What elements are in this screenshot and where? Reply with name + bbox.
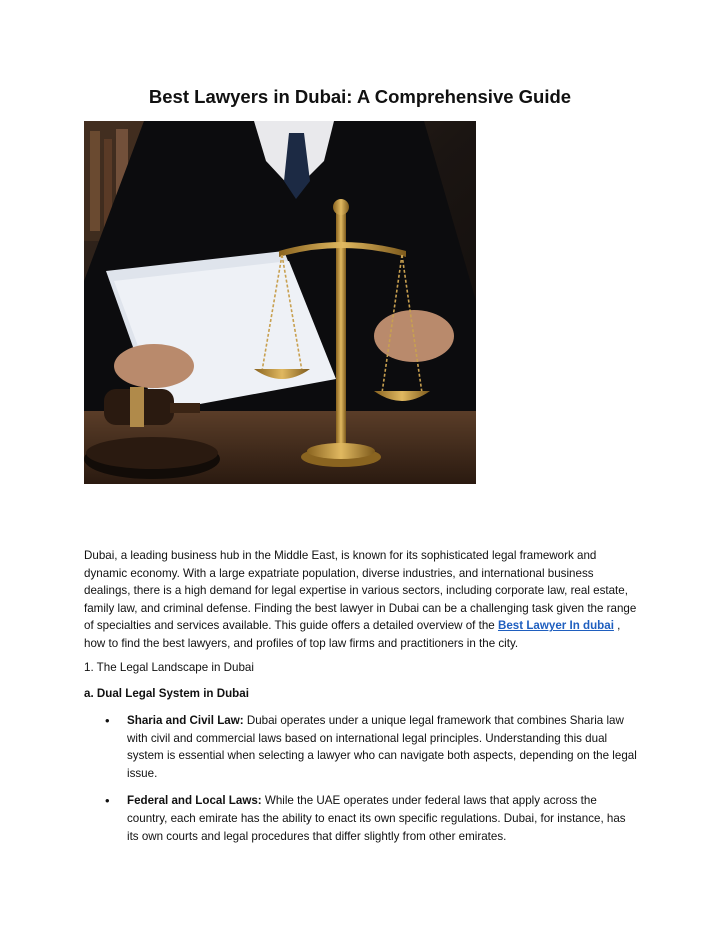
bullet-label: Federal and Local Laws: <box>127 794 262 808</box>
hero-illustration <box>84 121 476 484</box>
page-title: Best Lawyers in Dubai: A Comprehensive Guide <box>148 86 572 107</box>
bullet-icon: • <box>105 793 110 809</box>
section-heading-1: 1. The Legal Landscape in Dubai <box>84 661 254 674</box>
intro-text-before: Dubai, a leading business hub in the Middle East, is known for its sophisticated legal framework and dynamic economy. With a large expatriate population, diverse industries, and international business dealings, there is a high demand for legal expertise in various sectors, including corporate law, real estate, family law, and criminal defense. Finding the best lawyer in Dubai can be a challenging task given the range of specialties and services available. This guide offers a detailed overview of the <box>84 549 637 633</box>
bullet-list <box>84 712 640 855</box>
hero-image-lawyer-scales-gavel <box>84 121 476 484</box>
intro-paragraph <box>84 547 640 653</box>
best-lawyer-link[interactable]: Best Lawyer In dubai <box>497 619 614 633</box>
bullet-text: Dubai operates under a unique legal framework that combines Sharia law with civil and commercial laws based on international legal principles. Understanding this dual system is essential when selecting a lawyer who can navigate both aspects, depending on the legal issue. <box>127 714 637 780</box>
bullet-text: While the UAE operates under federal laws that apply across the country, each emirate has the ability to enact its own specific regulations. Dubai, for instance, has its own courts and legal procedures that differ slightly from other emirates. <box>127 794 626 843</box>
intro-text-after: , how to find the best lawyers, and profiles of top law firms and practitioners in the city. <box>84 619 621 650</box>
bullet-label: Sharia and Civil Law: <box>127 714 244 727</box>
subsection-heading-1a: a. Dual Legal System in Dubai <box>84 687 249 700</box>
list-item <box>84 792 640 845</box>
list-item <box>84 712 640 782</box>
bullet-icon: • <box>105 713 110 728</box>
